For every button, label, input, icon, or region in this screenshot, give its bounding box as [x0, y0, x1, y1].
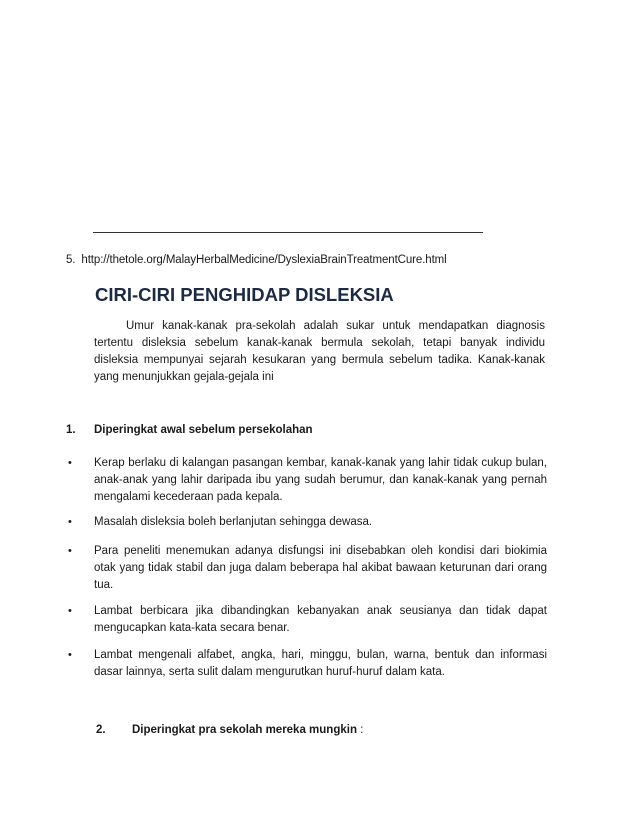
- list-item: [66, 603, 547, 637]
- bullet-icon: •: [68, 457, 72, 469]
- section-1-number: 1.: [66, 424, 76, 436]
- bullet-icon: •: [68, 516, 72, 528]
- list-item: [66, 455, 547, 506]
- intro-paragraph: Umur kanak-kanak pra-sekolah adalah sukar untuk mendapatkan diagnosis tertentu disleksia sebelum kanak-kanak bermula sekolah, tetapi banyak individu disleksia mempunyai sejarah kesukaran yang bermula sebelum tadika. Kanak-kanak yang menunjukkan gejala-gejala ini: [94, 320, 545, 383]
- list-item: [66, 647, 547, 681]
- section-2-suffix: :: [356, 724, 364, 736]
- list-item-text: Masalah disleksia boleh berlanjutan sehingga dewasa.: [94, 516, 373, 528]
- bullet-icon: •: [68, 545, 72, 557]
- bullet-icon: •: [68, 605, 72, 617]
- section-2-heading: [96, 724, 363, 736]
- footnote: [66, 254, 447, 266]
- list-item-text: Kerap berlaku di kalangan pasangan kembar, kanak-kanak yang lahir tidak cukup bulan, anak-anak yang lahir daripada ibu yang sudah berumur, dan kanak-kanak yang pernah mengalami kecederaan pada kepala.: [94, 457, 547, 503]
- section-1-title: Diperingkat awal sebelum persekolahan: [94, 424, 313, 436]
- bullet-icon: •: [68, 649, 72, 661]
- footnote-url[interactable]: http://thetole.org/MalayHerbalMedicine/DyslexiaBrainTreatmentCure.html: [81, 254, 447, 266]
- list-item-text: Lambat berbicara jika dibandingkan kebanyakan anak seusianya dan tidak dapat mengucapkan kata-kata secara benar.: [94, 605, 547, 634]
- section-2-number: 2.: [96, 724, 106, 736]
- list-item-text: Lambat mengenali alfabet, angka, hari, minggu, bulan, warna, bentuk dan informasi dasar lainnya, serta sulit dalam mengurutkan huruf-huruf dalam kata.: [94, 649, 547, 678]
- footnote-number: 5.: [66, 254, 76, 266]
- section-1-heading: [66, 424, 313, 436]
- section-2-title: Diperingkat pra sekolah mereka mungkin: [132, 724, 357, 736]
- list-item: [66, 514, 547, 531]
- list-item: [66, 543, 547, 594]
- footnote-separator-rule: [93, 232, 483, 233]
- page-title: CIRI-CIRI PENGHIDAP DISLEKSIA: [95, 284, 394, 305]
- list-item-text: Para peneliti menemukan adanya disfungsi ini disebabkan oleh kondisi dari biokimia otak yang tidak stabil dan juga dalam beberapa hal akibat bawaan keturunan dari orang tua.: [94, 545, 547, 591]
